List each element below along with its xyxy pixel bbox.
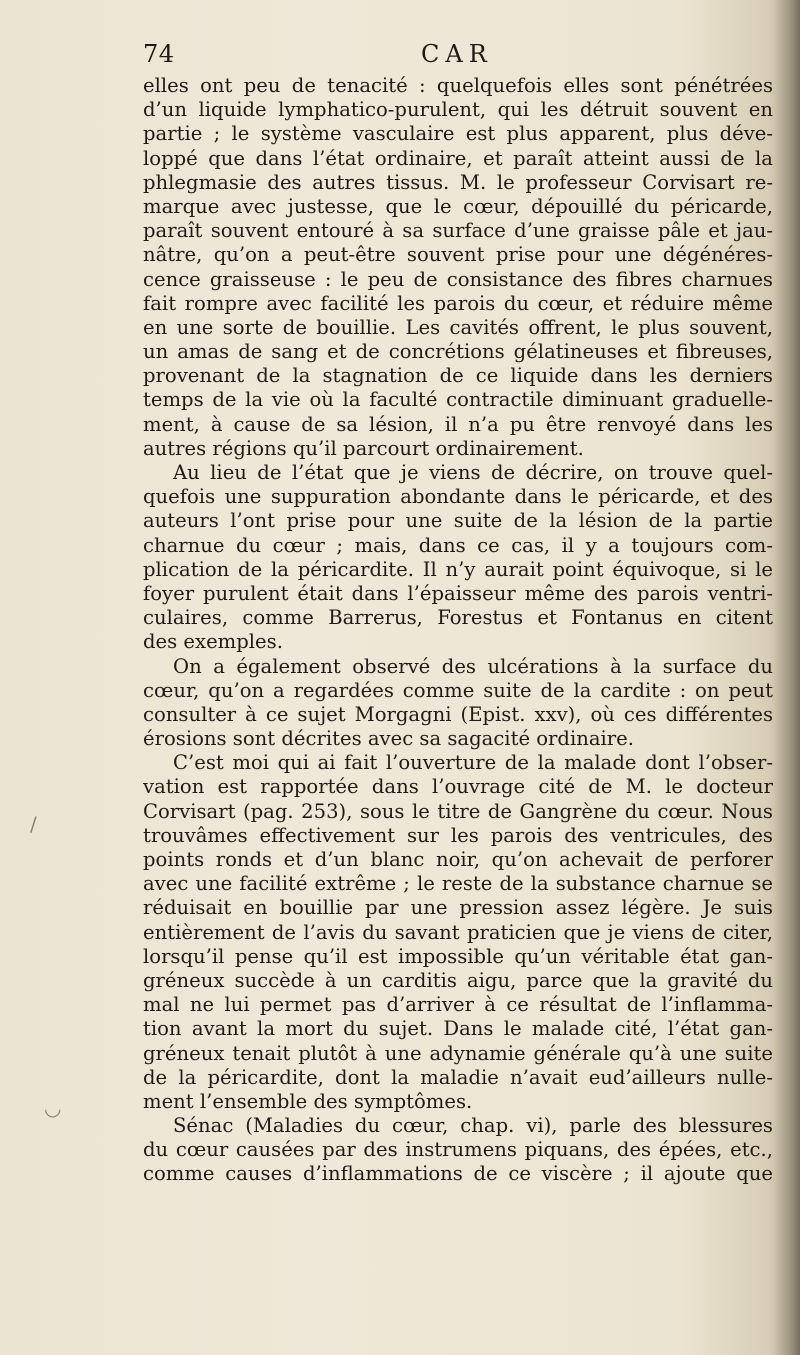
text-line: entièrement de l’avis du savant praticien que je viens de citer, bbox=[143, 920, 773, 944]
text-line: trouvâmes effectivement sur les parois des ventricules, des bbox=[143, 823, 773, 847]
text-line: ment, à cause de sa lésion, il n’a pu être renvoyé dans les bbox=[143, 412, 773, 436]
text-line: Sénac (Maladies du cœur, chap. vi), parle des blessures bbox=[173, 1114, 773, 1138]
page-gutter-shadow bbox=[774, 0, 800, 1355]
text-line: lorsqu’il pense qu’il est impossible qu’un véritable état gan- bbox=[143, 944, 773, 968]
text-line: points ronds et d’un blanc noir, qu’on achevait de perforer bbox=[143, 848, 773, 871]
text-line: mal ne lui permet pas d’arriver à ce résultat de l’inflamma- bbox=[143, 993, 773, 1017]
text-line: gréneux tenait plutôt à une adynamie générale qu’à une suite bbox=[143, 1041, 773, 1065]
text-line: foyer purulent était dans l’épaisseur même des parois ventri- bbox=[143, 581, 773, 605]
page-header bbox=[143, 40, 773, 74]
text-line: On a également observé des ulcérations à la surface du bbox=[173, 654, 773, 678]
text-line: nâtre, qu’on a peut-être souvent prise pour une dégénéres- bbox=[143, 243, 773, 267]
text-line: plication de la péricardite. Il n’y aurait point équivoque, si le bbox=[143, 557, 773, 581]
text-line: elles ont peu de tenacité : quelquefois elles sont pénétrées bbox=[143, 74, 773, 97]
text-line: partie ; le système vasculaire est plus apparent, plus déve- bbox=[143, 122, 773, 146]
text-line: marque avec justesse, que le cœur, dépouillé du péricarde, bbox=[143, 194, 773, 218]
margin-pencil-mark: ◡ bbox=[44, 1096, 62, 1120]
text-line: avec une facilité extrême ; le reste de la substance charnue se bbox=[143, 872, 773, 896]
text-line: phlegmasie des autres tissus. M. le professeur Corvisart re- bbox=[143, 170, 773, 194]
running-head: CAR bbox=[421, 40, 493, 68]
text-line: du cœur causées par des instrumens piquans, des épées, etc., bbox=[143, 1138, 773, 1162]
text-line: charnue du cœur ; mais, dans ce cas, il y a toujours com- bbox=[143, 533, 773, 557]
margin-pencil-mark: / bbox=[30, 812, 37, 836]
text-line: de la péricardite, dont la maladie n’avait eud’ailleurs nulle- bbox=[143, 1065, 773, 1089]
text-line: temps de la vie où la faculté contractile diminuant graduelle- bbox=[143, 388, 773, 412]
text-line: d’un liquide lymphatico-purulent, qui les détruit souvent en bbox=[143, 98, 773, 122]
text-line: Au lieu de l’état que je viens de décrire, on trouve quel- bbox=[173, 461, 773, 484]
text-line: loppé que dans l’état ordinaire, et paraît atteint aussi de la bbox=[143, 146, 773, 170]
page-number: 74 bbox=[143, 40, 175, 68]
text-line: paraît souvent entouré à sa surface d’une graisse pâle et jau- bbox=[143, 219, 773, 243]
text-line: comme causes d’inflammations de ce viscère ; il ajoute que bbox=[143, 1162, 773, 1186]
text-line: érosions sont décrites avec sa sagacité ordinaire. bbox=[143, 727, 634, 751]
text-line: Corvisart (pag. 253), sous le titre de Gangrène du cœur. Nous bbox=[143, 799, 773, 823]
text-line: cence graisseuse : le peu de consistance des fibres charnues bbox=[143, 267, 773, 291]
text-line: quefois une suppuration abondante dans le péricarde, et des bbox=[143, 485, 773, 509]
text-line: ment l’ensemble des symptômes. bbox=[143, 1089, 473, 1113]
text-line: tion avant la mort du sujet. Dans le malade cité, l’état gan- bbox=[143, 1017, 773, 1041]
text-line: réduisait en bouillie par une pression assez légère. Je suis bbox=[143, 896, 773, 920]
text-line: en une sorte de bouillie. Les cavités offrent, le plus souvent, bbox=[143, 315, 773, 339]
text-line: fait rompre avec facilité les parois du cœur, et réduire même bbox=[143, 291, 773, 315]
text-line: consulter à ce sujet Morgagni (Epist. xxv), où ces différentes bbox=[143, 702, 773, 726]
text-line: culaires, comme Barrerus, Forestus et Fontanus en citent bbox=[143, 606, 773, 630]
text-line: cœur, qu’on a regardées comme suite de la cardite : on peut bbox=[143, 678, 773, 702]
text-line: provenant de la stagnation de ce liquide dans les derniers bbox=[143, 364, 773, 388]
text-line: auteurs l’ont prise pour une suite de la lésion de la partie bbox=[143, 509, 773, 533]
text-line: autres régions qu’il parcourt ordinairement. bbox=[143, 436, 584, 460]
text-line: vation est rapportée dans l’ouvrage cité de M. le docteur bbox=[143, 775, 773, 799]
text-line: un amas de sang et de concrétions gélatineuses et fibreuses, bbox=[143, 340, 773, 364]
body-text bbox=[143, 74, 773, 1187]
text-line: C’est moi qui ai fait l’ouverture de la malade dont l’obser- bbox=[173, 751, 773, 775]
text-line: gréneux succède à un carditis aigu, parce que la gravité du bbox=[143, 968, 773, 992]
text-line: des exemples. bbox=[143, 630, 283, 654]
